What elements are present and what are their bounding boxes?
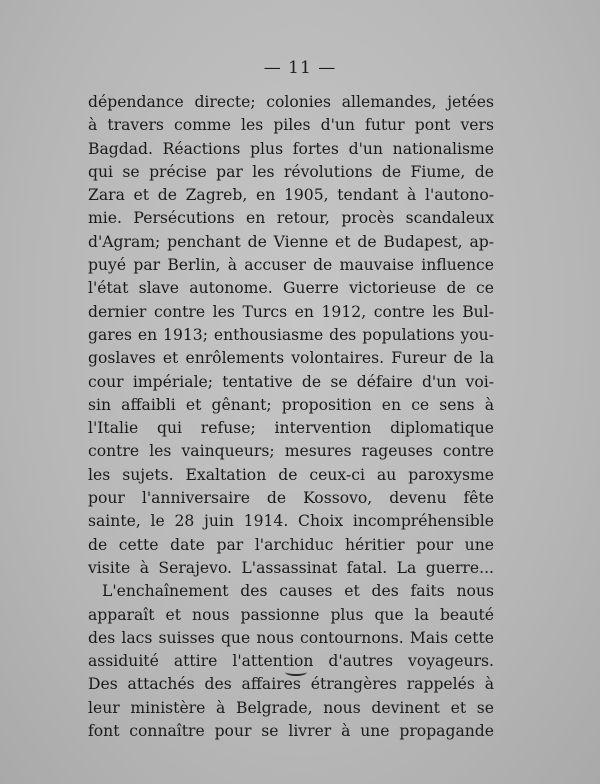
body-text <box>88 91 494 743</box>
text-line: contre les vainqueurs; mesures rageuses contre <box>88 442 494 461</box>
text-line: des lacs suisses que nous contournons. Mais cette <box>88 628 494 647</box>
text-line: dépendance directe; colonies allemandes, jetées <box>88 93 494 111</box>
text-line: à travers comme les piles d'un futur pont vers <box>88 116 494 135</box>
text-line: Bagdad. Réactions plus fortes d'un nationalisme <box>88 139 494 158</box>
text-line: l'état slave autonome. Guerre victorieuse de ce <box>88 279 494 298</box>
text-line: cour impériale; tentative de se défaire d'un voi- <box>88 372 494 391</box>
text-line: sainte, le 28 juin 1914. Choix incompréhensible <box>88 512 494 531</box>
page-end-mark <box>285 668 307 676</box>
text-line: font connaître pour se livrer à une propagande <box>88 722 494 741</box>
text-line: Des attachés des affaires étrangères rappelés à <box>88 675 494 694</box>
text-line: pour l'anniversaire de Kossovo, devenu fête <box>88 489 494 508</box>
text-line: de cette date par l'archiduc héritier pour une <box>88 535 494 554</box>
text-line: goslaves et enrôlements volontaires. Fureur de la <box>88 349 494 368</box>
paragraph-start-line: L'enchaînement des causes et des faits nous <box>102 582 494 601</box>
text-line: puyé par Berlin, à accuser de mauvaise influence <box>88 256 494 275</box>
text-line: les sujets. Exaltation de ceux-ci au paroxysme <box>88 465 494 484</box>
text-line: assiduité attire l'attention d'autres voyageurs. <box>88 652 494 671</box>
text-line: sin affaibli et gênant; proposition en ce sens à <box>88 395 494 414</box>
text-line: l'Italie qui refuse; intervention diplomatique <box>88 419 494 438</box>
text-line: apparaît et nous passionne plus que la beauté <box>88 605 494 624</box>
text-line: gares en 1913; enthousiasme des populations you- <box>88 325 494 344</box>
text-line: d'Agram; penchant de Vienne et de Budapest, ap- <box>88 232 494 251</box>
text-line: mie. Persécutions en retour, procès scandaleux <box>88 209 494 228</box>
text-line: Zara et de Zagreb, en 1905, tendant à l'autono- <box>88 186 494 205</box>
text-line: qui se précise par les révolutions de Fiume, de <box>88 162 494 181</box>
text-line: visite à Serajevo. L'assassinat fatal. La guerre... <box>88 558 494 577</box>
page-number: — 11 — <box>263 58 337 78</box>
text-line: dernier contre les Turcs en 1912, contre les Bul- <box>88 302 494 321</box>
text-line: leur ministère à Belgrade, nous devinent et se <box>88 698 494 717</box>
